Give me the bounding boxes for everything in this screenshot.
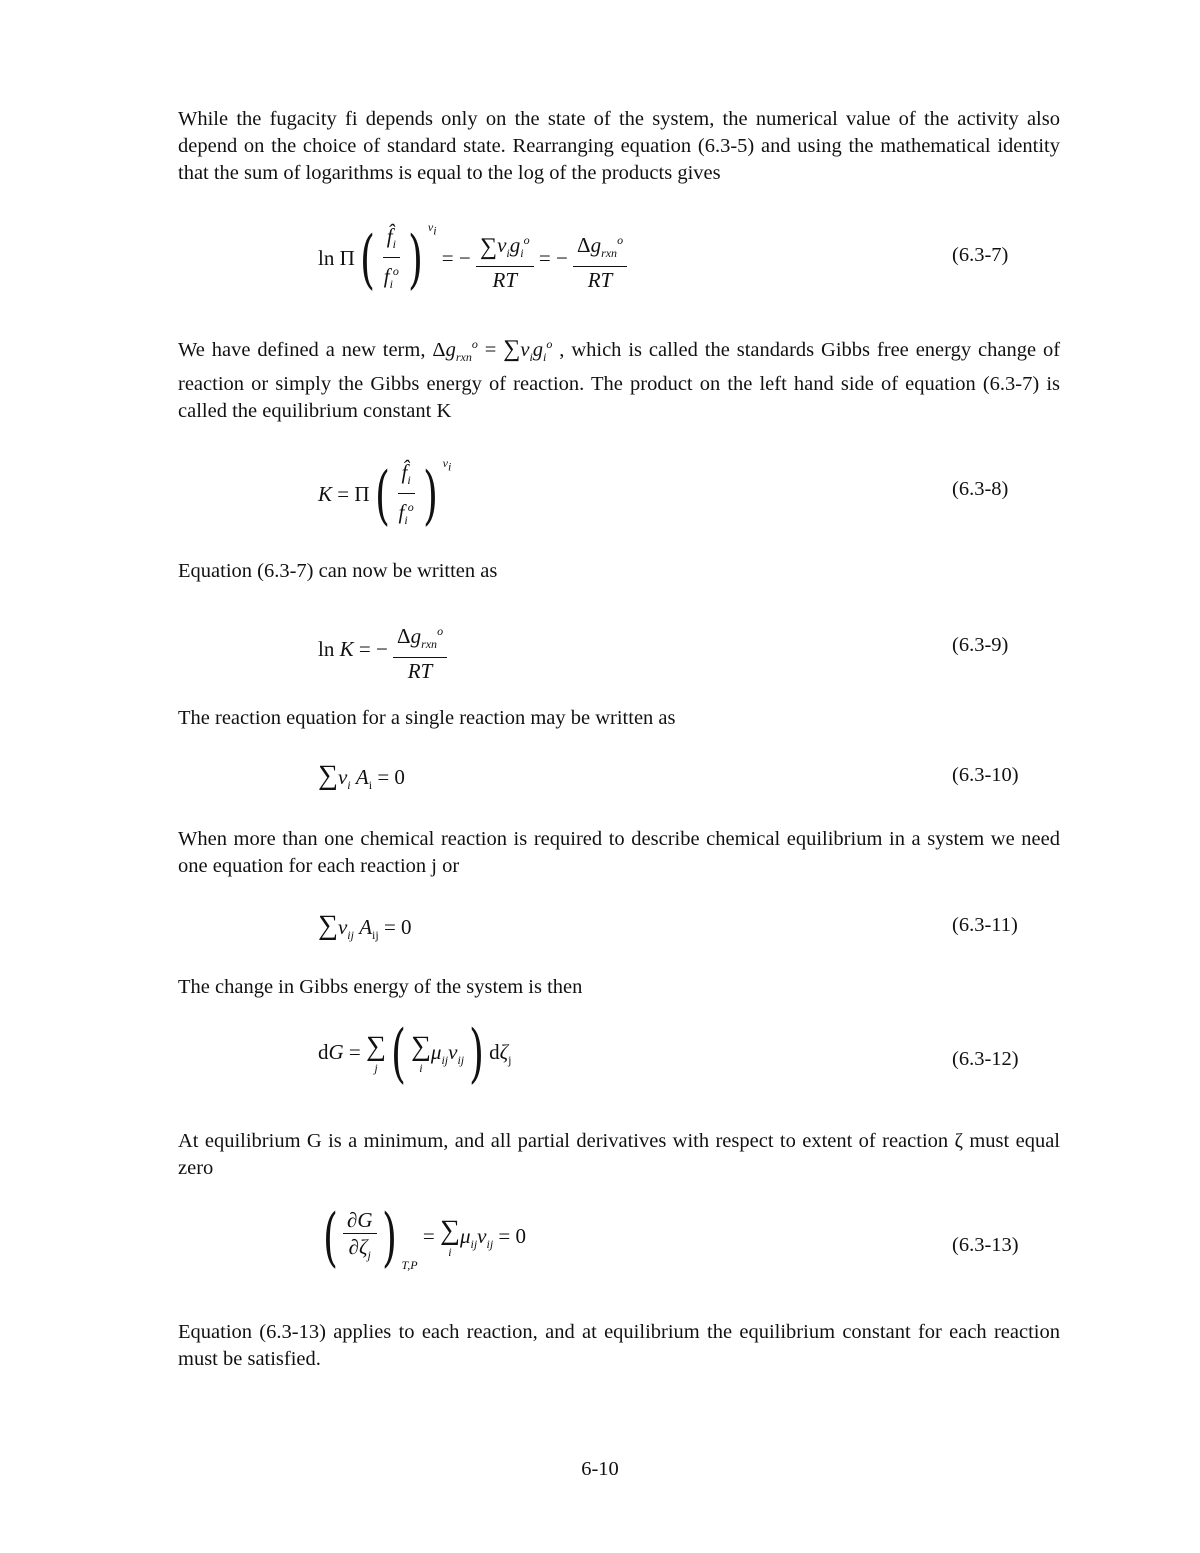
equation-6-3-13: ( $\frac{\partial G}{\partial\zeta_j}$ ) $_{T,P}$ = ∑ i $\mu_{ij}\nu_{ij} = 0$ [322, 1201, 526, 1275]
equation-number: (6.3-7) [952, 244, 1009, 266]
equation-number: (6.3-12) [952, 1048, 1019, 1070]
equation-6-3-8: K = Π( $\frac{f̂_i}{f_i^o}$ ) $^{\nu_i}$ [318, 456, 452, 534]
equation-number: (6.3-9) [952, 634, 1009, 656]
paragraph-rewrite: Equation (6.3-7) can now be written as [178, 560, 498, 582]
paragraph-gibbs-change: The change in Gibbs energy of the system is then [178, 976, 583, 998]
equation-6-3-11: $\sum\nu_{ij}$ $A_{ij} = 0$ [318, 910, 412, 943]
equation-number: (6.3-13) [952, 1234, 1019, 1256]
page-number: 6-10 [581, 1458, 619, 1480]
equation-6-3-7: ln Π( $\frac{f̂_i}{f_i^o}$ ) $^{\nu_i}$ = − $\frac{\sum\nu_ig_i^o}{RT}$ = − $\frac{\Delta g_{rxn}^o}{RT}$ [318, 220, 627, 297]
equation-6-3-10: $\sum\nu_i$ $A_i = 0$ [318, 760, 405, 793]
equation-number: (6.3-10) [952, 764, 1019, 786]
paragraph-definition: We have defined a new term, $\Delta g_{rxn}^o = \sum\nu_ig_i^o$ , which is called the standards Gibbs free energy change of reaction or simply the Gibbs energy of reaction. The product on the left hand side of equation (6.3-7) is called the equilibrium constant K [178, 335, 1061, 422]
equation-6-3-12: dG = ∑ j ( ∑ i $\mu_{ij}\nu_{ij}$) $d\zeta_j$ [318, 1017, 512, 1091]
paragraph-single-reaction: The reaction equation for a single reaction may be written as [178, 707, 676, 729]
paragraph-conclusion: Equation (6.3-13) applies to each reaction, and at equilibrium the equilibrium constant for each reaction must be satisfied. [178, 1321, 1060, 1370]
paragraph-fugacity: While the fugacity fi depends only on the state of the system, the numerical value of the activity also depend on the choice of standard state. Rearranging equation (6.3-5) and using the mathematical identity that the sum of logarithms is equal to the log of the products gives [178, 108, 1060, 184]
equation-6-3-9: ln K = − $\frac{\Delta g_{rxn}^o}{RT}$ [318, 618, 447, 684]
paragraph-multiple-reactions: When more than one chemical reaction is required to describe chemical equilibrium in a system we need one equation for each reaction j or [178, 828, 1060, 877]
paragraph-equilibrium-minimum: At equilibrium G is a minimum, and all partial derivatives with respect to extent of reaction ζ must equal zero [178, 1130, 1060, 1179]
equation-number: (6.3-8) [952, 478, 1009, 500]
equation-number: (6.3-11) [952, 914, 1018, 936]
